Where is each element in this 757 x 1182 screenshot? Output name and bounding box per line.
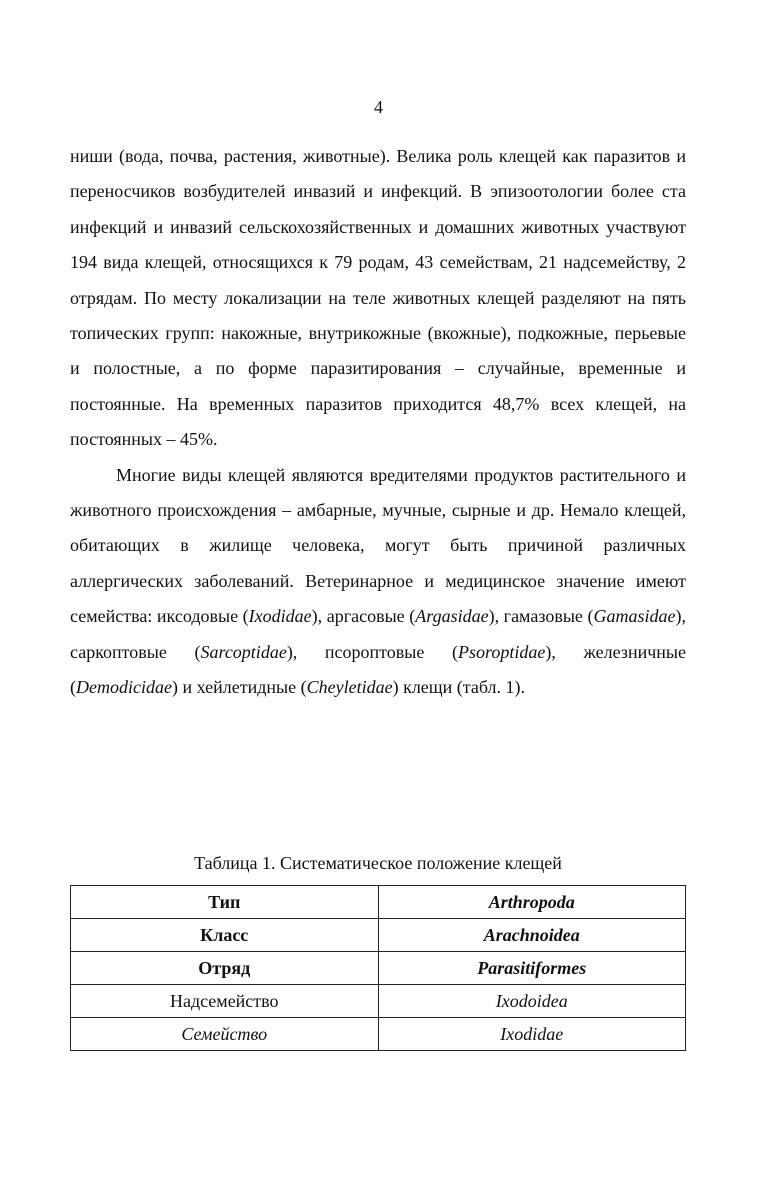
text-run: ) и хейлетидные ( (171, 677, 307, 698)
table-row (71, 985, 686, 1018)
body-text (70, 139, 686, 706)
taxon-name: Psoroptidae (458, 641, 546, 662)
text-run: ), аргасовые ( (311, 606, 416, 627)
taxon-name: Argasidae (415, 606, 489, 627)
text-run: ), железничные ( (70, 641, 686, 698)
taxon-cell: Ixodidae (378, 1018, 686, 1051)
rank-cell: Надсемейство (71, 985, 379, 1018)
rank-cell: Отряд (71, 952, 379, 985)
rank-cell: Семейство (71, 1018, 379, 1051)
table-row (71, 952, 686, 985)
taxon-cell: Arachnoidea (378, 919, 686, 952)
text-run: ) клещи (табл. 1). (392, 677, 526, 698)
table-row (71, 919, 686, 952)
taxon-name: Sarcoptidae (200, 641, 287, 662)
paragraph-2 (70, 458, 686, 706)
paragraph-1-text: ниши (вода, почва, растения, животные). Велика роль клещей как паразитов и переносчиков возбудителей инвазий и инфекций. В эпизоотологии более ста инфекций и инвазий сельскохозяйственных и домашних животных участвуют 194 вида клещей, относящихся к 79 родам, 43 семействам, 21 надсемейству, 2 отрядам. По месту локализации на теле животных клещей разделяют на пять топических групп: накожные, внутрикожные (вкожные), подкожные, перьевые и полостные, а по форме паразитирования – случайные, временные и постоянные. На временных паразитов приходится 48,7% всех клещей, на постоянных – 45%. (70, 146, 686, 450)
taxon-cell: Parasitiformes (378, 952, 686, 985)
rank-cell: Класс (71, 919, 379, 952)
systematics-table (70, 885, 686, 1051)
table-row (71, 1018, 686, 1051)
taxon-name: Gamasidae (593, 606, 676, 627)
taxon-name: Cheyletidae (306, 677, 393, 698)
taxon-name: Demodicidae (76, 677, 172, 698)
taxon-cell: Arthropoda (378, 886, 686, 919)
text-run: ), саркоптовые ( (70, 606, 686, 662)
table-row (71, 886, 686, 919)
taxon-name: Ixodidae (248, 606, 312, 627)
page-number: 4 (374, 97, 383, 117)
text-run: Многие виды клещей являются вредителями продуктов растительного и животного происхождения – амбарные, мучные, сырные и др. Немало клещей, обитающих в жилище человека, могут быть причиной различных аллергических заболеваний. Ветеринарное и медицинское значение имеют семейства: иксодовые ( (70, 464, 686, 627)
table-caption: Таблица 1. Систематическое положение клещей (194, 853, 562, 873)
paragraph-1 (70, 139, 686, 458)
rank-cell: Тип (71, 886, 379, 919)
text-run: ), гамазовые ( (488, 606, 594, 627)
taxon-cell: Ixodoidea (378, 985, 686, 1018)
text-run: ), псороптовые ( (286, 641, 459, 662)
